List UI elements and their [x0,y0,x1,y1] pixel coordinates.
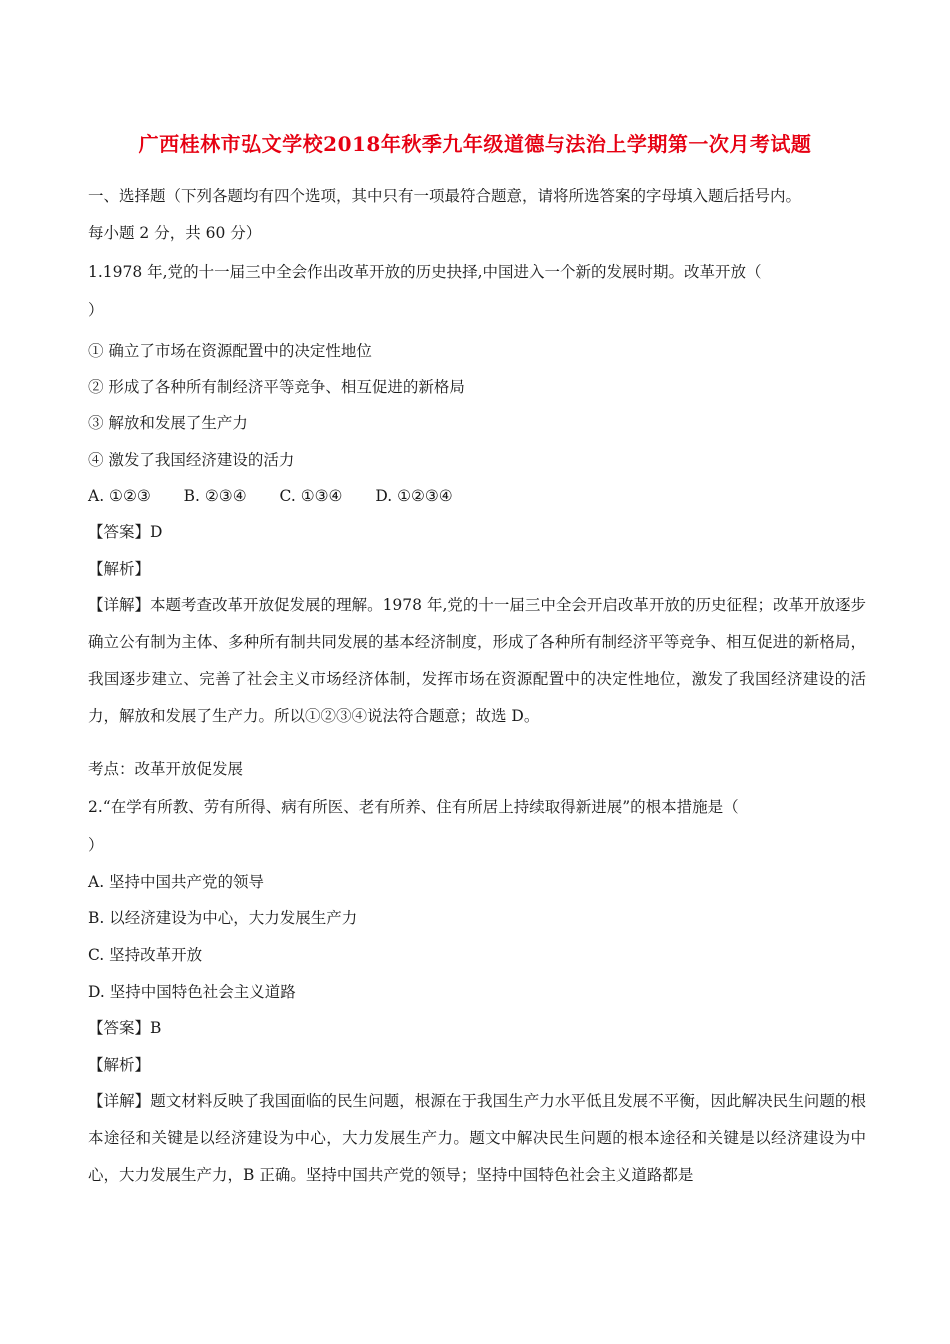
q1-answer: 【答案】D [88,523,163,541]
q2-option-d: D. 坚持中国特色社会主义道路 [88,983,296,1001]
q1-analysis-label: 【解析】 [88,560,151,578]
q1-option-a: A. ①②③ [88,487,151,505]
q1-stem-line1: 1.1978 年,党的十一届三中全会作出改革开放的历史抉择,中国进入一个新的发展时期。改革开放（ [88,263,762,281]
q2-option-a: A. 坚持中国共产党的领导 [88,873,265,891]
q2-stem-line1: 2.“在学有所教、劳有所得、病有所医、老有所养、住有所居上持续取得新进展”的根本措施是（ [88,798,739,816]
q1-stem-line2: ） [88,301,104,319]
q2-option-c: C. 坚持改革开放 [88,946,203,964]
q2-option-b: B. 以经济建设为中心，大力发展生产力 [88,909,358,927]
q1-detail-paragraph: 【详解】本题考查改革开放促发展的理解。1978 年,党的十一届三中全会开启改革开放的历史征程；改革开放逐步确立公有制为主体、多种所有制共同发展的基本经济制度，形成了各种所有制经济平等竞争、相互促进的新格局，我国逐步建立、完善了社会主义市场经济体制，发挥市场在资源配置中的决定性地位，激发了我国经济建设的活力，解放和发展了生产力。所以①②③④说法符合题意；故选 D。 [88,596,866,725]
q1-statement: ② 形成了各种所有制经济平等竞争、相互促进的新格局 [88,378,465,396]
q1-statement: ④ 激发了我国经济建设的活力 [88,451,295,469]
section-heading-line1: 一、选择题（下列各题均有四个选项，其中只有一项最符合题意，请将所选答案的字母填入题后括号内。 [88,187,802,205]
document-title: 广西桂林市弘文学校2018年秋季九年级道德与法治上学期第一次月考试题 [138,132,812,156]
q1-option-c: C. ①③④ [279,487,343,505]
q1-statement: ③ 解放和发展了生产力 [88,414,248,432]
q2-answer: 【答案】B [88,1019,162,1037]
q2-stem-line2: ） [88,836,104,854]
q1-option-d: D. ①②③④ [375,487,453,505]
q1-option-b: B. ②③④ [183,487,247,505]
q1-statement: ① 确立了市场在资源配置中的决定性地位 [88,342,372,360]
q2-detail-paragraph: 【详解】题文材料反映了我国面临的民生问题，根源在于我国生产力水平低且发展不平衡，因此解决民生问题的根本途径和关键是以经济建设为中心，大力发展生产力。题文中解决民生问题的根本途径和关键是以经济建设为中心，大力发展生产力，B 正确。坚持中国共产党的领导；坚持中国特色社会主义道路都是 [88,1092,866,1184]
q2-analysis-label: 【解析】 [88,1056,151,1074]
q1-knowledge-point: 考点：改革开放促发展 [88,760,244,778]
section-heading-line2: 每小题 2 分，共 60 分） [88,224,262,242]
q1-options-row [88,486,453,506]
